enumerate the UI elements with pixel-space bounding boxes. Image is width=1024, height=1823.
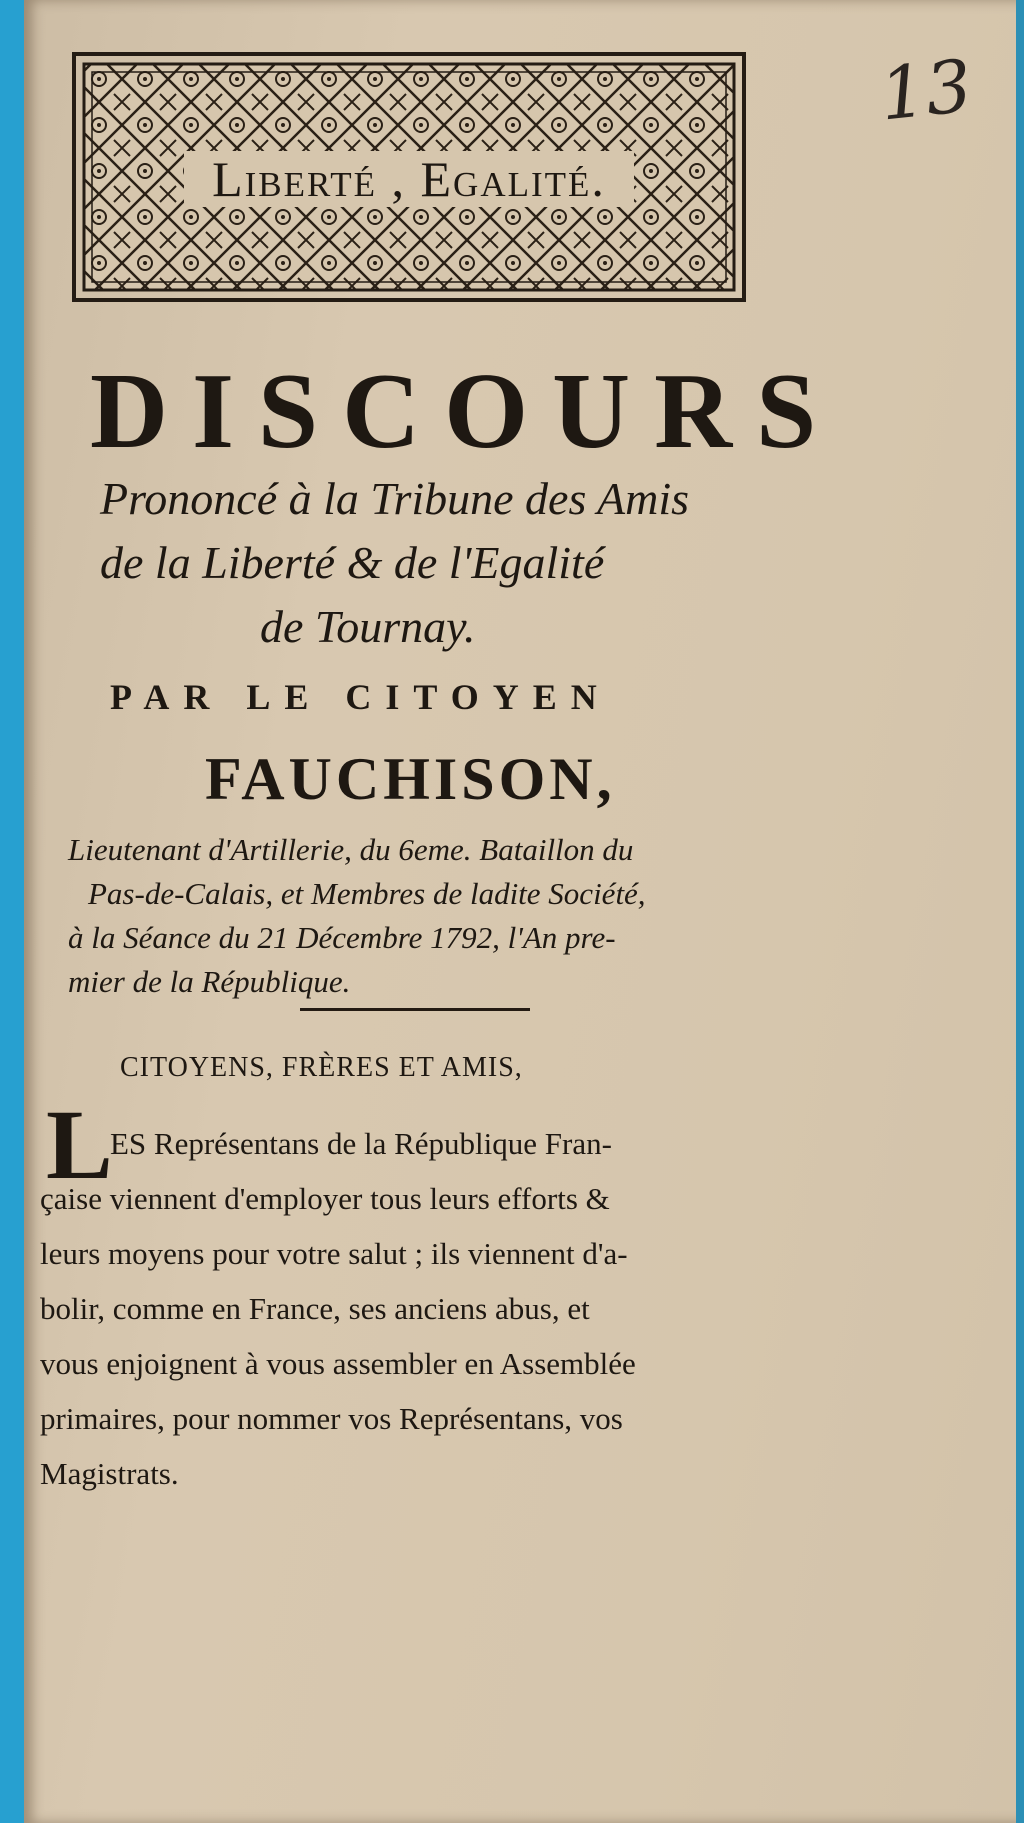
description-line-3: à la Séance du 21 Décembre 1792, l'An pre- — [68, 920, 616, 955]
document-title: DISCOURS — [90, 352, 841, 471]
body-line-1: ES Représentans de la République Fran- — [110, 1126, 612, 1161]
salutation: CITOYENS, FRÈRES ET AMIS, — [120, 1052, 523, 1083]
body-line-4: bolir, comme en France, ses anciens abus, et — [40, 1291, 590, 1326]
drop-cap: L — [46, 1089, 113, 1200]
motto-text — [76, 141, 742, 217]
section-divider — [300, 1008, 530, 1011]
description-line-2: Pas-de-Calais, et Membres de ladite Société, — [88, 876, 646, 911]
description-line-1: Lieutenant d'Artillerie, du 6eme. Bataillon du — [68, 832, 634, 867]
body-line-7: Magistrats. — [40, 1456, 179, 1491]
motto-label: Liberté , Egalité. — [184, 151, 634, 207]
subtitle-line-2: de la Liberté & de l'Egalité — [100, 537, 605, 588]
author-name: FAUCHISON, — [205, 746, 616, 812]
scan-border-right — [1016, 0, 1024, 1823]
description-line-4: mier de la République. — [68, 964, 351, 999]
subtitle-line-3: de Tournay. — [260, 601, 476, 652]
body-line-2: çaise viennent d'employer tous leurs efforts & — [40, 1181, 610, 1216]
ornamental-banner — [72, 52, 746, 302]
byline: PAR LE CITOYEN — [110, 677, 611, 717]
body-line-3: leurs moyens pour votre salut ; ils viennent d'a- — [40, 1236, 628, 1271]
body-line-5: vous enjoignent à vous assembler en Assemblée — [40, 1346, 636, 1381]
folio-number: 13 — [875, 43, 976, 137]
body-line-6: primaires, pour nommer vos Représentans, vos — [40, 1401, 623, 1436]
subtitle-line-1: Prononcé à la Tribune des Amis — [100, 473, 690, 524]
